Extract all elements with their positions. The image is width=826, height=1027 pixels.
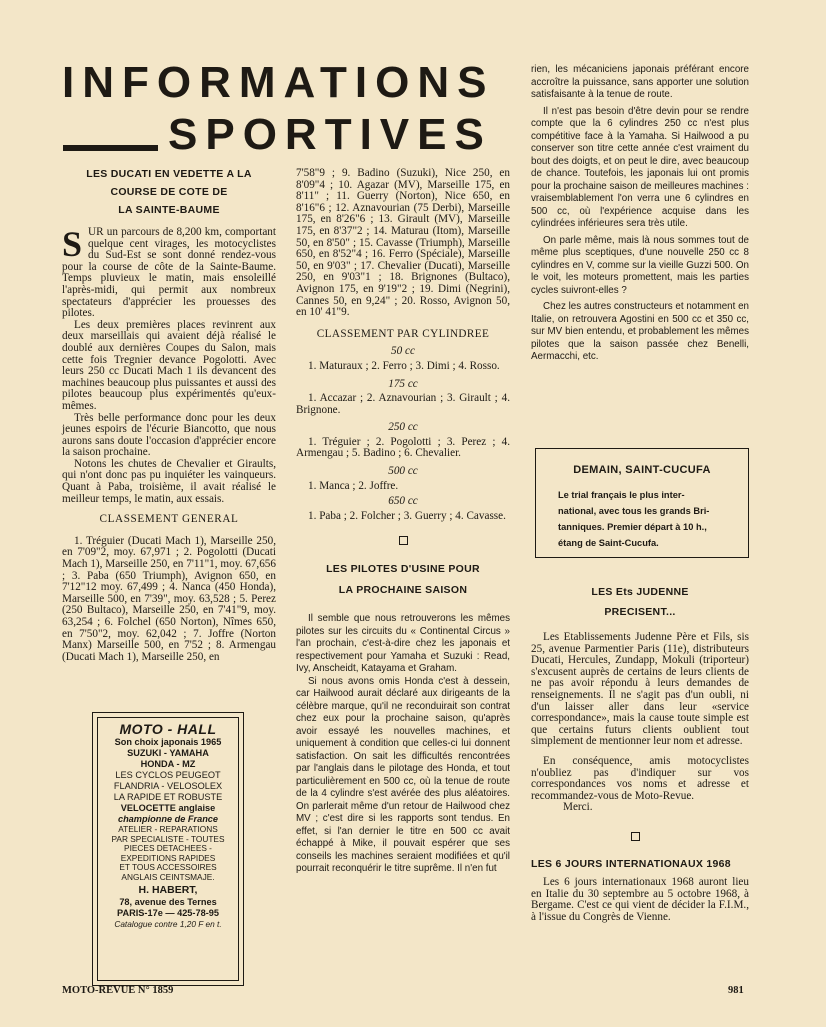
footer-page-number: 981 [728,985,744,996]
box-line: tanniques. Premier départ à 10 h., [558,522,707,532]
paragraph: Les Etablissements Judenne Père et Fils, sis 25, avenue Parmentier Paris (11e), distributeurs Ducati, Hercules, Zundapp, Mokuli (triporteur) s'excusent auprès de certains de leurs clients de ne pas avoir répondu à leurs demandes de renseignements. Il ne s'agit pas d'un oubli, ni d'un laisser aller dans leur «service correspondance», mais la cause toute simple est que certains futurs clients oublient tout simplement de mentionner leur nom et adresse. [531,631,749,748]
ad-line: PARIS-17e — 425-78-95 [117,908,219,918]
article1-headline [62,165,276,219]
category-label: 650 cc [388,495,418,508]
separator-square [631,832,640,841]
column-1 [62,165,276,663]
headline-line: LES DUCATI EN VEDETTE A LA [86,168,252,180]
ad-line: 78, avenue des Ternes [119,897,217,907]
ad-line: EXPEDITIONS RAPIDES [120,852,216,863]
ad-line: ET TOUS ACCESSOIRES [119,862,217,872]
article4-headline: LES 6 JOURS INTERNATIONAUX 1968 [531,857,731,870]
footer-magazine-issue: MOTO-REVUE N° 1859 [62,985,174,996]
page-title-line1: INFORMATIONS [62,58,495,107]
paragraph: Merci. [563,801,593,814]
paragraph: On parle même, mais là nous sommes tout de même plus sceptiques, d'une nouvelle 250 cc 8 cylindres en V, comme sur la vieille Guzzi 500. On le voit, les moteurs promettent, mais les parties cycles suivront-elles ? [531,234,749,296]
paragraph: rien, les mécaniciens japonais préférant encore accroître la puissance, sans apporter une solution satisfaisante à la tenue de route. [531,64,749,100]
paragraph: Les 6 jours internationaux 1968 auront lieu en Italie du 30 septembre au 5 octobre 1968, à Bergame. C'est ce qui vient de décider la F.I.M., à l'issue du Congrès de Vienne. [531,875,749,923]
classement-general-text: 1. Tréguier (Ducati Mach 1), Marseille 250, en 7'09"2, moy. 67,971 ; 2. Pogolotti (Ducati Mach 1), Marseille 250, en 7'11"1, moy. 67,656 ; 3. Paba (650 Triumph), Avignon 650, en 7'12"12 moy. 67,499 ; 4. Nanca (450 Honda), Marseille 500, en 7'39", moy. 63,528 ; 5. Perez (250 Bultaco), Marseille 250, en 7'41"9, moy. 63,254 ; 6. Folchel (650 Norton), Nîmes 650, en 7'50"2, moy. 62,042 ; 7. Joffre (Norton Manx) Marseille 500, en 7'52 ; 8. Armengau (Ducati Mach 1), Marseille 250, en [62,534,276,663]
ad-line: Son choix japonais 1965 [114,737,222,747]
saint-cucufa-box [535,448,749,558]
paragraph: UR un parcours de 8,200 km, comportant quelque cent virages, les motocyclistes du Sud-Est se sont donné rendez-vous pour la course de côte de la Sainte-Baume. Temps pluvieux le matin, mais ensoleillé l'après-midi, qui permit aux nombreux spectateurs d'apprécier les prouesses des pilotes. [62,226,276,320]
column-3 [531,64,749,364]
moto-hall-ad [92,712,244,986]
headline-line: LA PROCHAINE SAISON [338,584,468,597]
headline-line: LES PILOTES D'USINE POUR [326,563,480,576]
column-3-lower [531,582,749,923]
section-separator [296,536,510,545]
title-rule [63,145,158,151]
ad-title: MOTO - HALL [119,721,217,737]
drop-cap: S [62,224,83,264]
article3-headline [531,582,749,622]
paragraph: Très belle performance donc pour les deux jeunes espoirs de l'écurie Biancotto, que nous aurons sans doute l'occasion d'apprécier encore la saison prochaine. [62,411,276,459]
ad-line: championne de France [117,814,219,824]
ad-line: ATELIER - REPARATIONS [118,824,218,834]
category-label: 250 cc [388,421,418,434]
column-2 [296,168,510,876]
category-label: 50 cc [391,345,415,358]
section-separator [531,832,749,841]
article1-body [62,224,276,505]
box-line: national, avec tous les grands Bri- [558,506,710,516]
paragraph: Notons les chutes de Chevalier et Giraults, qui n'ont donc pas pu inquiéter les vainqueurs. Quant à Paba, troisième, il avait réalisé le meilleur temps, le matin, aux essais. [62,457,276,505]
classement-cylindree-title: CLASSEMENT PAR CYLINDREE [316,327,490,340]
category-results: 1. Accazar ; 2. Aznavourian ; 3. Girault ; 4. Brignone. [296,392,510,416]
ad-line: HONDA - MZ [140,759,196,769]
classement-general-continued: 7'58"9 ; 9. Badino (Suzuki), Nice 250, en 8'09"4 ; 10. Agazar (MV), Marseille 175, en 8'11" ; 11. Guerry (Norton), Nice 650, en 8'16"6 ; 12. Aznavourian (75 Derbi), Marseille 175, en 8'26"6 ; 13. Girault (MV), Marseille 175, en 8'37"2 ; 14. Maturau (Itom), Marseille 50, en 8'50" ; 15. Cavasse (Triumph), Marseille 650, en 8'52"4 ; 16. Ferro (Spéciale), Marseille 50, en 9'03" ; 17. Chevalier (Ducati), Marseille 250, en 9'03"1 ; 18. Brignones (Bultaco), Avignon 175, en 9'19"2 ; 19. Dimi (Negrini), Cannes 50, en 9,24" ; 20. Rosso, Avignon 50, en 10' 41"9. [296,167,510,319]
box-line: Le trial français le plus inter- [558,490,685,500]
ad-inner-frame [97,717,239,981]
category-results: 1. Maturaux ; 2. Ferro ; 3. Dimi ; 4. Rosso. [308,359,500,372]
ad-line: Catalogue contre 1,20 F en t. [114,919,222,929]
ad-line: FLANDRIA - VELOSOLEX [113,781,223,791]
category-label: 500 cc [388,465,418,478]
paragraph: Il semble que nous retrouverons les mêmes pilotes sur les circuits du « Continental Circus » l'an prochain, c'est-à-dire chez les japonais et respectivement pour Yamaha et Suzuki : Read, Ivy, Anscheidt, Katayama et Graham. [296,613,510,675]
category-results: 1. Tréguier ; 2. Pogolotti ; 3. Perez ; 4. Armengau ; 5. Badino ; 6. Chevalier. [296,435,510,460]
article2-body-continued [531,64,749,364]
category-results: 1. Manca ; 2. Joffre. [308,479,399,492]
article2-headline [296,559,510,601]
paragraph: Si nous avons omis Honda c'est à dessein, car Hailwood aurait déclaré aux dirigeants de la célèbre marque, qu'il ne reconduirait son contrat chez eux pour la prochaine saison, qu'après avoir essayé les nouvelles machines, et uniquement à condition que celles-ci lui donnent satisfaction. On sait les difficultés rencontrées par l'anglais dans le pilotage des Honda, et tout particulièrement en 500 cc, où la tenue de route de la 4 cylindre s'est avérée des plus aléatoires. On parlerait même d'un retour de Hailwood chez MV ; c'est dire si les rapports sont tendus. En effet, si l'an dernier le titre en 500 cc avait échappé à Mike, il pouvait espérer que ses conseils les machines seraient modifiées et qu'il pourrait reconquérir le titre suprême. Il n'en fut [296,675,510,875]
separator-square [399,536,408,545]
article3-body [531,632,749,814]
paragraph: En conséquence, amis motocyclistes n'oubliez pas d'indiquer sur vos correspondances vos noms et adresse et recommandez-vous de Moto-Revue. [531,754,749,802]
headline-line: PRECISENT... [604,606,676,618]
paragraph: Chez les autres constructeurs et notamment en Italie, on retrouvera Agostini en 500 cc et 350 cc, sur MV bien entendu, et probablement les mêmes pilotes que la saison passée chez Benelli, Aermacchi, etc. [531,301,749,362]
ad-line: LA RAPIDE ET ROBUSTE [113,792,223,802]
ad-line: LES CYCLOS PEUGEOT [115,770,221,780]
classement-general-title: CLASSEMENT GENERAL [99,513,239,526]
box-body [536,487,748,551]
box-line: étang de Saint-Cucufa. [558,538,659,548]
headline-line: COURSE DE COTE DE [110,186,228,198]
article2-body [296,613,510,876]
headline-line: LA SAINTE-BAUME [118,204,220,216]
paragraph: Les deux premières places revinrent aux deux marseillais qui avaient déjà réalisé le doublé aux dernières Coupes du Salon, mais cette fois Tregnier devance Pogolotti. Avec leurs 250 cc Ducati Mach 1 ils devancent des machines beaucoup plus puissantes et aussi des pilotes beaucoup plus expérimentés qu'eux-mêmes. [62,318,276,412]
ad-line: VELOCETTE anglaise [120,803,216,813]
ad-line: PAR SPECIALISTE - TOUTES PIECES DETACHEES - [111,833,225,853]
paragraph: Il n'est pas besoin d'être devin pour se rendre compte que la 6 cylindres 250 cc n'est plus compétitive face à la Yamaha. Si Hailwood a pu conserver son titre cette année c'est vraiment du bout des doigts, et on peut le dire, avec beaucoup de chance. Toutefois, les japonais lui ont promis pour la prochaine saison de meilleures machines : vraisemblablement l'on verra une 6 cylindres en 500 cc, où l'expérience acquise dans les cylindrées inférieures sera très utile. [531,105,749,229]
category-results: 1. Paba ; 2. Folcher ; 3. Guerry ; 4. Cavasse. [308,509,506,522]
ad-line: H. HABERT, [138,884,198,896]
article4-body [531,877,749,923]
page-title-line2: SPORTIVES [168,110,492,159]
ad-line: ANGLAIS CEINTSMAJE. [121,871,215,882]
box-title: DEMAIN, SAINT-CUCUFA [573,464,711,476]
headline-line: LES Ets JUDENNE [591,586,689,598]
ad-line: SUZUKI - YAMAHA [127,748,209,758]
category-label: 175 cc [388,377,418,390]
